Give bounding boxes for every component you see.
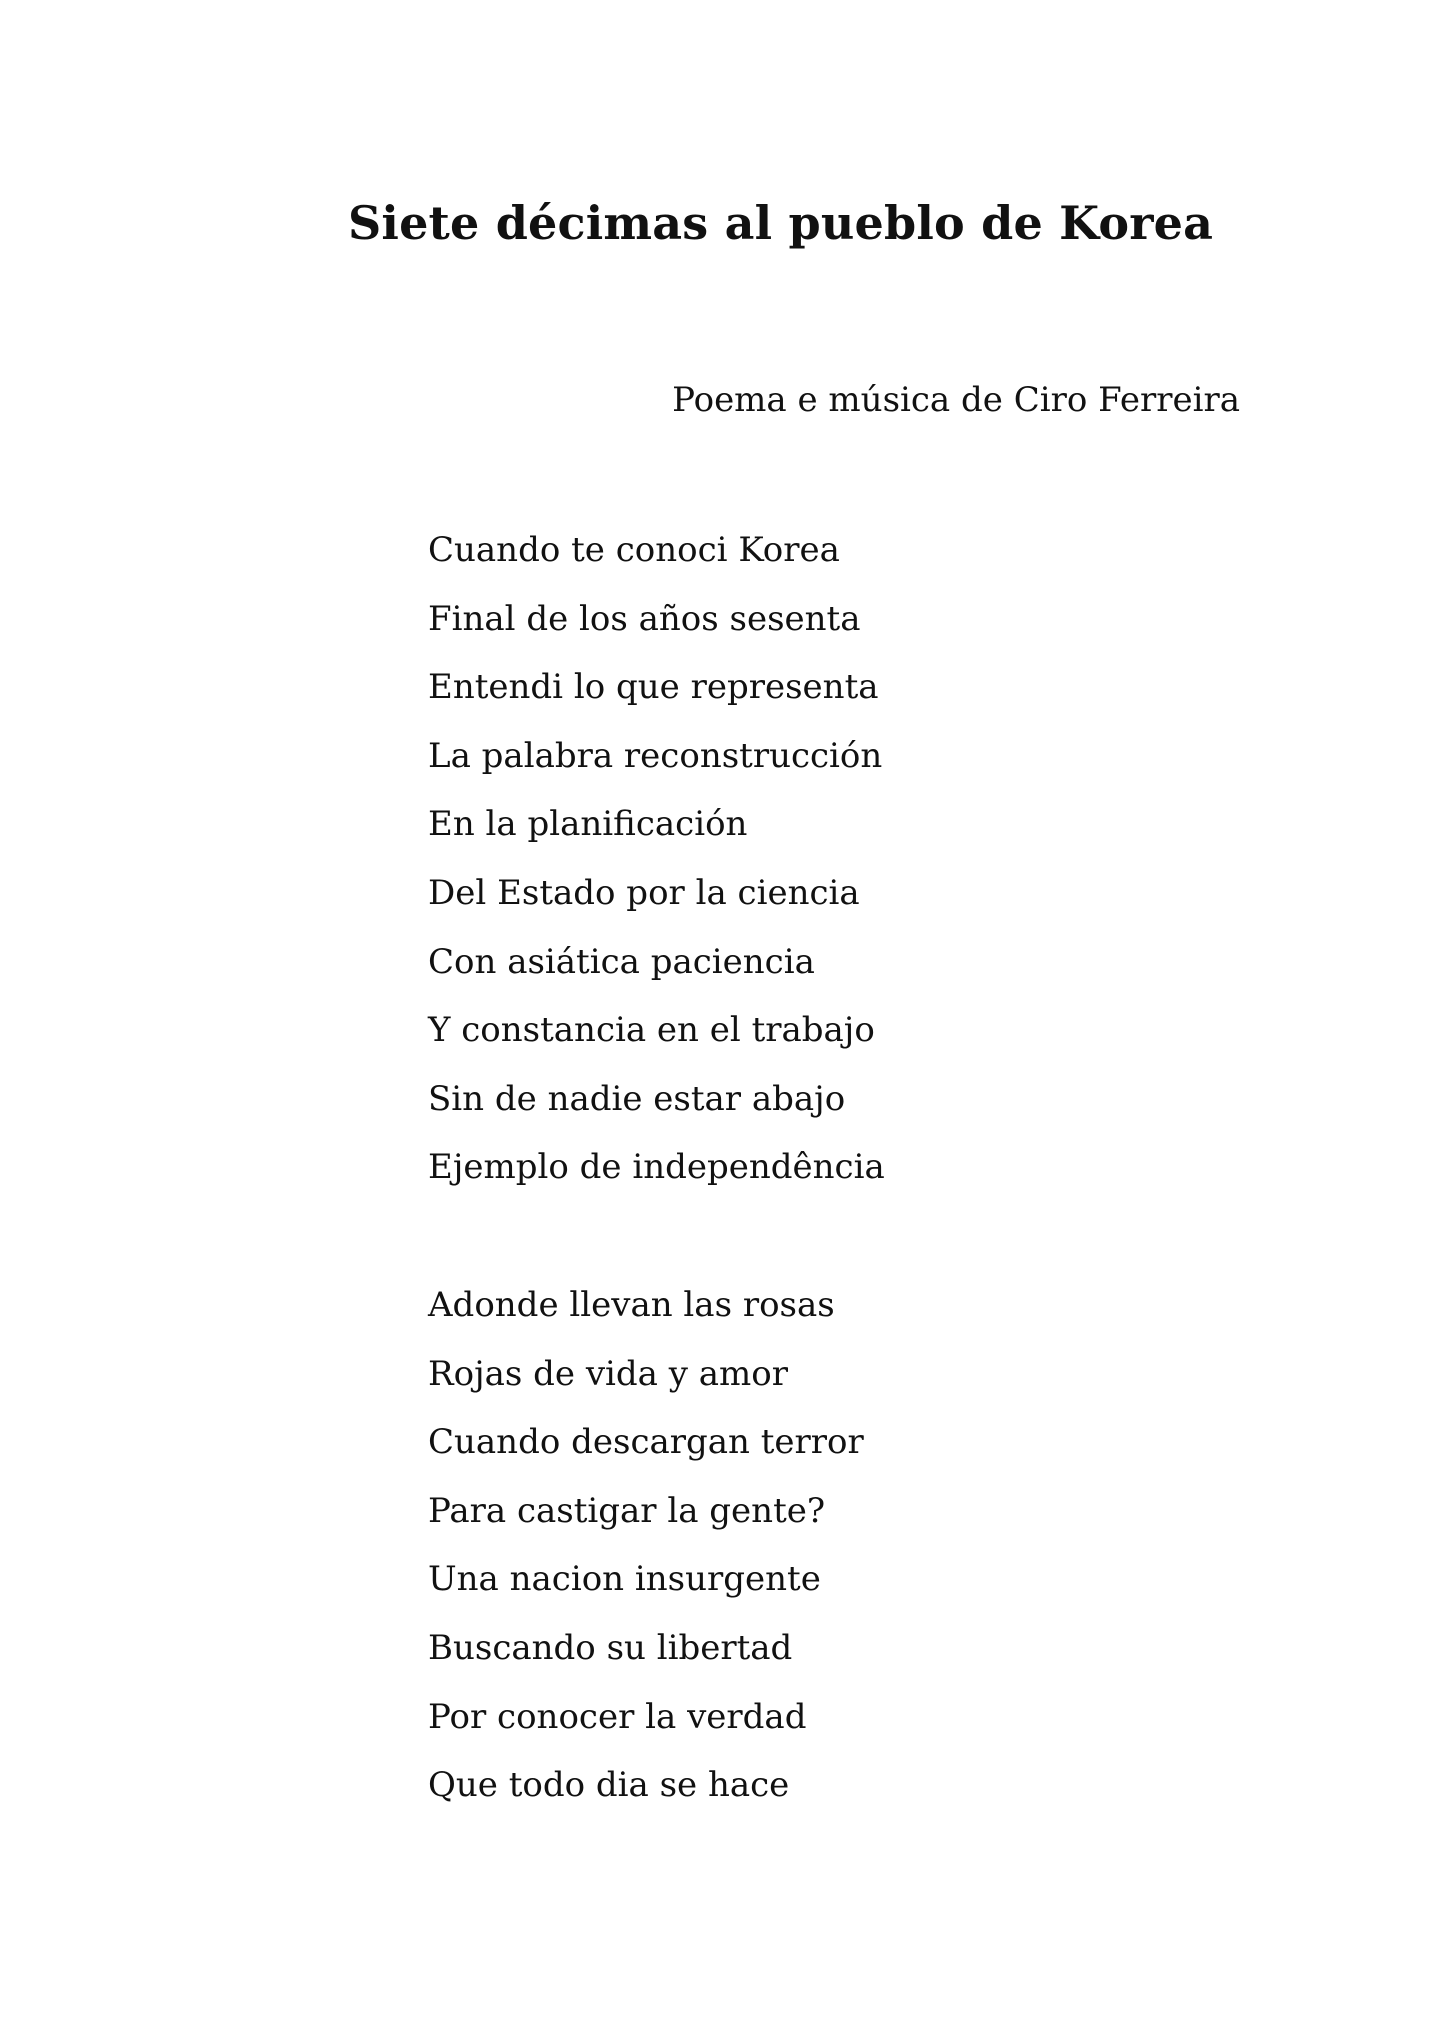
verse-line: Adonde llevan las rosas [428,1285,835,1325]
verse-line: Buscando su libertad [428,1627,793,1668]
verse-line: Por conocer la verdad [428,1696,807,1737]
poem-title: Siete décimas al pueblo de Korea [348,196,1214,250]
verse-line: Sin de nadie estar abajo [428,1078,846,1119]
stanza-1 [428,516,885,1202]
verse-line: Con asiática paciencia [428,941,815,982]
verse-line: Rojas de vida y amor [428,1353,789,1394]
verse-line: Que todo dia se hace [428,1765,790,1806]
verse-line: Ejemplo de independência [428,1147,885,1188]
verse-line: La palabra reconstrucción [428,735,883,776]
verse-line: Una nacion insurgente [428,1559,821,1600]
verse-line: Cuando te conoci Korea [428,530,840,570]
verse-line: Y constancia en el trabajo [428,1010,875,1051]
verse-line: Final de los años sesenta [428,598,861,639]
verse-line: En la planificación [428,804,748,845]
stanza-2 [428,1271,864,1820]
verse-line: Para castigar la gente? [428,1490,826,1531]
poem-byline: Poema e música de Ciro Ferreira [672,380,1240,420]
verse-line: Entendi lo que representa [428,667,879,708]
verse-line: Cuando descargan terror [428,1422,864,1463]
verse-line: Del Estado por la ciencia [428,872,860,913]
